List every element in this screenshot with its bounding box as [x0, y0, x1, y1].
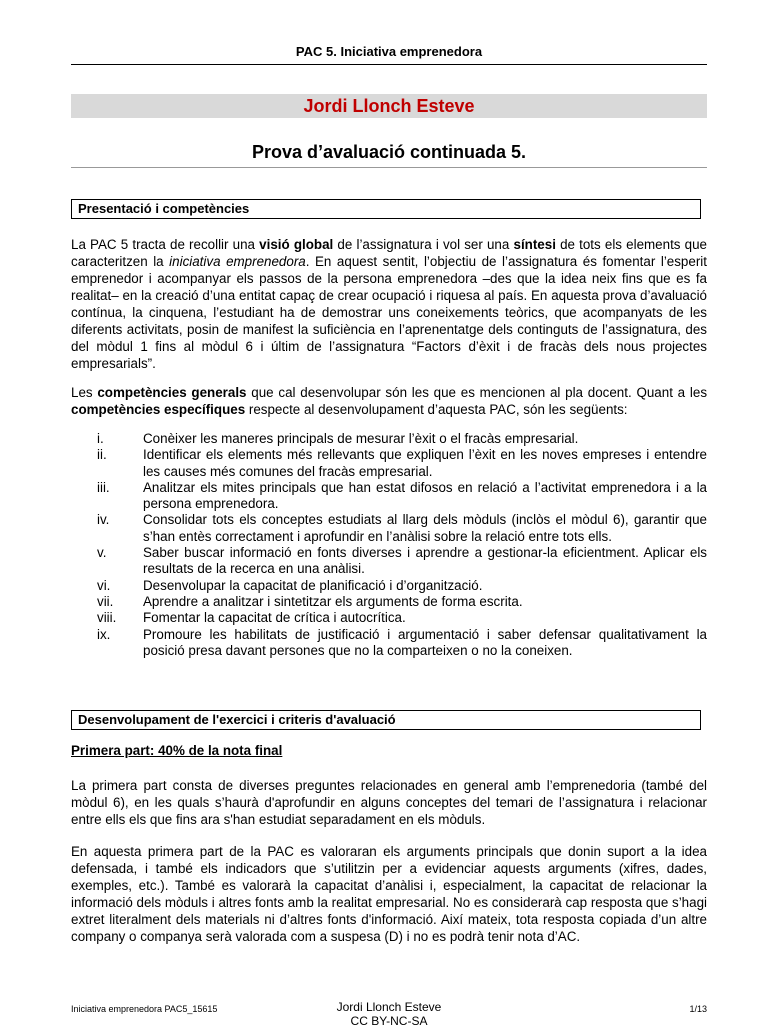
- competence-item: [71, 447, 707, 480]
- section-heading-development: Desenvolupament de l'exercici i criteris d'avaluació: [71, 710, 701, 730]
- competence-item-text: Desenvolupar la capacitat de planificació i d’organització.: [143, 577, 483, 593]
- footer-author-name: Jordi Llonch Esteve: [336, 1000, 442, 1014]
- competence-item-text: Fomentar la capacitat de crítica i autocrítica.: [143, 610, 406, 626]
- competence-item-number: iii.: [97, 479, 110, 495]
- text-run: de l’assignatura i vol ser una: [333, 237, 514, 252]
- competence-item-text: Aprendre a analitzar i sintetitzar els arguments de forma escrita.: [143, 593, 523, 609]
- header-rule: [71, 64, 707, 65]
- competence-item-number: ix.: [97, 626, 111, 642]
- competence-item-text: Saber buscar informació en fonts diverses i aprendre a gestionar-la eficientment. Aplicar els resultats de la recerca en una anàlisi.: [143, 545, 707, 577]
- author-name: Jordi Llonch Esteve: [71, 94, 707, 118]
- competence-item-number: ii.: [97, 447, 107, 463]
- competence-item-number: vi.: [97, 577, 111, 593]
- footer-page-number: 1/13: [689, 1004, 707, 1014]
- competence-item-number: v.: [97, 545, 107, 561]
- competence-item: [71, 627, 707, 660]
- competence-item: [71, 578, 707, 594]
- text-run: de tots els elements que caracteritzen la: [71, 237, 707, 269]
- title-rule: [71, 167, 707, 168]
- competence-item-text: Conèixer les maneres principals de mesurar l’èxit o el fracàs empresarial.: [143, 431, 579, 446]
- bold-run: competències generals: [97, 385, 247, 400]
- competence-item-number: vii.: [97, 593, 114, 609]
- competences-list: [71, 431, 707, 659]
- page-header-title: PAC 5. Iniciativa emprenedora: [295, 44, 483, 59]
- bold-run: competències específiques: [71, 402, 246, 417]
- competence-item-number: viii.: [97, 610, 117, 626]
- footer-license: CC BY-NC-SA: [350, 1014, 428, 1028]
- competence-item: [71, 431, 707, 447]
- document-title: Prova d’avaluació continuada 5.: [251, 142, 527, 162]
- competence-item-number: iv.: [97, 512, 110, 528]
- text-run: que cal desenvolupar són les que es mencionen al pla docent. Quant a les: [246, 385, 708, 400]
- presentation-paragraph: [71, 236, 707, 372]
- competence-item: [71, 512, 707, 545]
- competence-item: [71, 594, 707, 610]
- competences-paragraph: [71, 384, 707, 418]
- competence-item-text: Identificar els elements més rellevants que expliquen l’èxit en les noves empreses i entendre les causes més comunes del fracàs empresarial.: [143, 447, 707, 479]
- competence-item-number: i.: [97, 431, 104, 446]
- competence-item-text: Consolidar tots els conceptes estudiats al llarg dels mòduls (inclòs el mòdul 6), garantir que s’han entès correctament i aprofundir en l’anàlisi sobre la relació entre tots ells.: [143, 512, 707, 544]
- bold-run: síntesi: [513, 237, 556, 252]
- competence-item: [71, 610, 707, 626]
- section-heading-presentation: Presentació i competències: [71, 199, 701, 219]
- competence-item: [71, 480, 707, 513]
- first-part-paragraph-1: La primera part consta de diverses preguntes relacionades en general amb l’emprenedoria (també del mòdul 6), en les quals s’haurà d'aprofundir en alguns conceptes del temari de l’assignatura i relacionar entre ells els que fins ara s'han estudiat separadament en els mòduls.: [71, 778, 707, 827]
- text-run: Les: [71, 385, 98, 400]
- first-part-paragraph-2: En aquesta primera part de la PAC es valoraran els arguments principals que donin suport a la idea defensada, i també els indicadors que s’utilitzin per a evidenciar aquests arguments (xifres, dades, exemples, etc.). També es valorarà la capacitat d’anàlisi i, especialment, la capacitat de relacionar la informació dels mòduls i altres fonts amb la realitat empresarial. No es considerarà cap resposta que s’hagi extret literalment dels materials ni d’altres fonts d'informació. Així mateix, tota resposta copiada d’un altre company o companya serà valorada com a suspesa (D) i no es podrà tenir nota d’AC.: [71, 844, 707, 944]
- bold-run: visió global: [259, 237, 334, 252]
- footer-course: Iniciativa emprenedora PAC5_15615: [71, 1004, 218, 1014]
- italic-run: iniciativa emprenedora: [169, 254, 306, 269]
- text-run: La PAC 5 tracta de recollir una: [71, 237, 260, 252]
- competence-item-text: Promoure les habilitats de justificació i argumentació i saber defensar qualitativament la posició presa davant persones que no la comparteixen o no la coneixen.: [143, 626, 707, 658]
- first-part-subheading: Primera part: 40% de la nota final: [71, 743, 283, 758]
- competence-item-text: Analitzar els mites principals que han estat difosos en relació a l’activitat emprenedora i a la persona emprenedora.: [143, 479, 707, 512]
- text-run: . En aquest sentit, l’objectiu de l’assignatura és fomentar l’esperit emprenedor i acompanyar els passos de la persona emprenedora –des que la idea neix fins que es fa realitat– en la creació d’una entitat capaç de crear ocupació i riquesa al país. En aquesta prova d’avaluació contínua, la cinquena, l’estudiant ha de demostrar uns coneixements teòrics, que acompanyats de les diferents activitats, posin de manifest la suficiència en l’aprenentatge dels continguts de l’assignatura, des del mòdul 1 fins al mòdul 6 i últim de l’assignatura “Factors d’èxit i de fracàs dels nous projectes empresarials”.: [71, 254, 707, 371]
- text-run: respecte al desenvolupament d’aquesta PAC, són les següents:: [245, 402, 628, 417]
- competence-item: [71, 545, 707, 578]
